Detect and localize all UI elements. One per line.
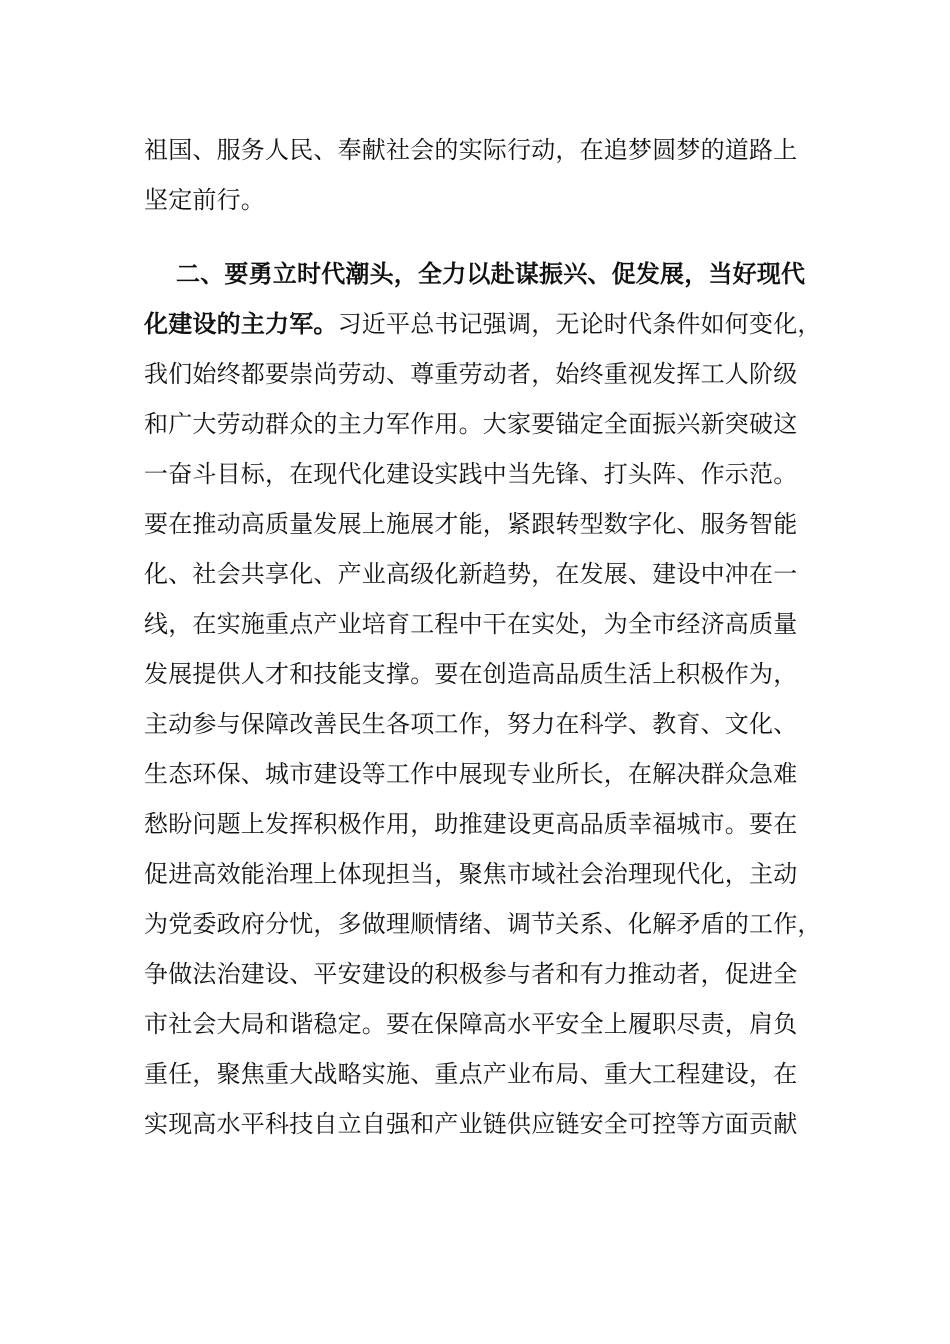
text-line: 市社会大局和谐稳定。要在保障高水平安全上履职尽责，肩负 [144, 1010, 798, 1038]
text-line: 重任，聚焦重大战略实施、重点产业布局、重大工程建设，在 [144, 1060, 798, 1088]
text-line: 坚定前行。 [144, 186, 265, 214]
section-heading: 二、要勇立时代潮头，全力以赴谋振兴、促发展，当好现代 [176, 260, 806, 288]
text-line: 化、社会共享化、产业高级化新趋势，在发展、建设中冲在一 [144, 560, 798, 588]
heading-continuation-line [144, 304, 824, 344]
section-heading-tail: 化建设的主力军。 [144, 310, 338, 338]
text-line: 愁盼问题上发挥积极作用，助推建设更高品质幸福城市。要在 [144, 810, 798, 838]
text-line: 我们始终都要崇尚劳动、尊重劳动者，始终重视发挥工人阶级 [144, 360, 798, 388]
text-line: 为党委政府分忧，多做理顺情绪、调节关系、化解矛盾的工作， [144, 910, 822, 938]
text-line: 实现高水平科技自立自强和产业链供应链安全可控等方面贡献 [144, 1110, 798, 1138]
text-line: 发展提供人才和技能支撑。要在创造高品质生活上积极作为， [144, 660, 798, 688]
text-line: 促进高效能治理上体现担当，聚焦市域社会治理现代化，主动 [144, 860, 798, 888]
text-line: 和广大劳动群众的主力军作用。大家要锚定全面振兴新突破这 [144, 410, 798, 438]
text-line: 争做法治建设、平安建设的积极参与者和有力推动者，促进全 [144, 960, 798, 988]
text-line: 一奋斗目标，在现代化建设实践中当先锋、打头阵、作示范。 [144, 460, 798, 488]
text-line: 线，在实施重点产业培育工程中干在实处，为全市经济高质量 [144, 610, 798, 638]
text-line: 生态环保、城市建设等工作中展现专业所长，在解决群众急难 [144, 760, 798, 788]
text-line: 祖国、服务人民、奉献社会的实际行动，在追梦圆梦的道路上 [144, 136, 798, 164]
text-line: 要在推动高质量发展上施展才能，紧跟转型数字化、服务智能 [144, 510, 798, 538]
body-text-start: 习近平总书记强调，无论时代条件如何变化， [337, 310, 822, 338]
text-line: 主动参与保障改善民生各项工作，努力在科学、教育、文化、 [144, 710, 798, 738]
